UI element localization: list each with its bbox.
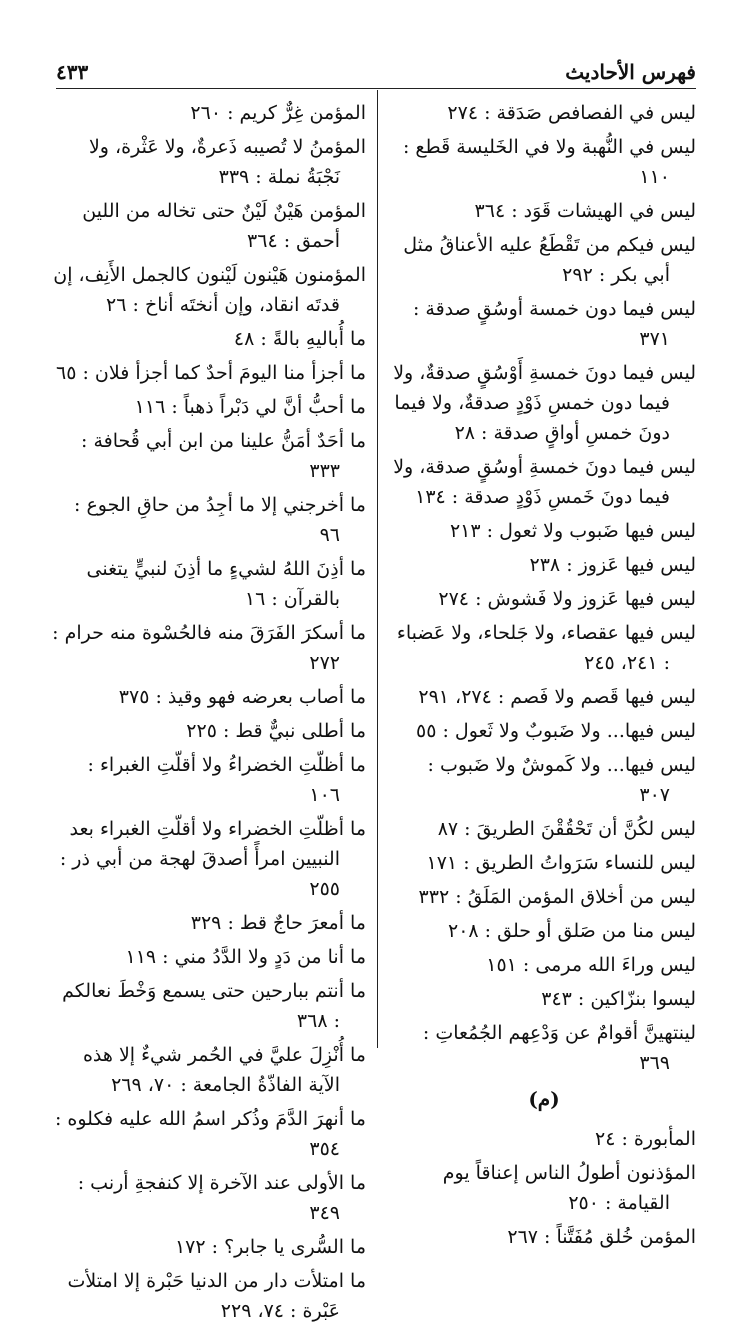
entry-page-ref: ٢١٣ [449,520,481,542]
index-entry [392,882,696,912]
index-entry [52,682,366,712]
entry-text: ليس فيما دونَ خمسةِ أوسُقٍ صدقة، ولا فيما دونَ خَمسِ ذَوْدٍ صدقة : [393,456,696,508]
entry-text: ما أُنْزِلَ عليَّ في الحُمر شيءٌ إلا هذه الآية الفاذّةُ الجامعة : [82,1044,366,1096]
index-entry [52,1232,366,1262]
index-entry [392,984,696,1014]
index-entry [52,814,366,904]
entry-page-ref: ٢٣٨ [529,554,561,576]
entry-text: ما أطلى نبيٌّ قط : [222,720,366,742]
entry-page-ref: ١١٩ [125,946,157,968]
index-entry [52,426,366,486]
entry-page-ref: ١٧٢ [174,1236,206,1258]
entry-page-ref: ٣٥٤ [309,1138,340,1160]
entry-text: ما أنهرَ الدَّمَ وذُكر اسمُ الله عليه فكلوه : [54,1108,366,1130]
entry-text: المؤمن خُلق مُفَتَّناً : [544,1226,696,1248]
index-entry [52,716,366,746]
entry-page-ref: ٢٤ [595,1128,616,1150]
entry-text: المؤمن غِرٌّ كريم : [227,102,366,124]
index-entry [52,1040,366,1100]
entry-page-ref: ٣٢٩ [190,912,222,934]
index-entry [52,132,366,192]
entry-text: المؤمنون هَيْنون لَيْنون كالجمل الأَنِف، إن قدتَه انقاد، وإن أنختَه أناخ : [53,264,366,316]
entry-text: ليس في الهيشات قَوَد : [511,200,696,222]
entry-text: ليس في الفصافص صَدَقة : [484,102,696,124]
index-entry [392,1124,696,1154]
entry-page-ref: ٢٤١، ٢٤٥ [584,652,658,674]
index-entry [392,716,696,746]
entry-page-ref: ٢٦٧ [507,1226,538,1248]
index-entry [52,324,366,354]
entry-text: ما أظلّتِ الخضراءُ ولا أقلّتِ الغبراء : [87,754,366,776]
index-entry [392,550,696,580]
index-entry [52,392,366,422]
entry-text: ما السُّرى يا جابر؟ : [211,1236,366,1258]
entry-text: ما أحَدٌ أمَنُّ علينا من ابن أبي قُحافة : [81,430,366,452]
entry-page-ref: ٢٧٢ [309,652,340,674]
entry-text: ما أظلّتِ الخضراء ولا أقلّتِ الغبراء بعد النبيين امرأً أصدقَ لهجة من أبي ذر : [59,818,366,870]
entry-page-ref: ٢٦٠ [190,102,222,124]
entry-page-ref: ٣٣٢ [418,886,450,908]
entry-text: لينتهينَّ أقوامٌ عن وَدْعِهم الجُمُعاتِ : [422,1022,696,1044]
index-entry [392,98,696,128]
index-entry [52,942,366,972]
entry-page-ref: ٣٦٤ [474,200,506,222]
entry-text: ما أذِنَ اللهُ لشيءٍ ما أذِنَ لنبيٍّ يتغنى بالقرآن : [86,558,366,610]
index-entry [52,260,366,320]
index-entry [392,294,696,354]
entry-text: ما أمعرَ حاجٌ قط : [227,912,366,934]
entry-text: ليس فيها عَزوز ولا فَشوش : [475,588,696,610]
index-entry [52,1104,366,1164]
right-entries-after [392,1124,696,1252]
entry-text: ليس منا من صَلق أو حلق : [484,920,696,942]
entry-text: ما الأولى عند الآخرة إلا كنفجةِ أرنب : [77,1172,366,1194]
index-entry [392,358,696,448]
entry-text: ما امتلأت دار من الدنيا حَبْرة إلا امتلأت عَبْرة : [67,1270,366,1322]
entry-page-ref: ١١٠ [639,166,670,188]
entry-page-ref: ٢٦ [106,294,127,316]
right-entries-before [392,98,696,1078]
entry-page-ref: ١١٦ [134,396,166,418]
entry-text: ما أُباليهِ بالةً : [260,328,366,350]
entry-page-ref: ٤٨ [233,328,255,350]
index-entry [52,750,366,810]
index-entry [392,848,696,878]
entry-page-ref: ٧٤، ٢٢٩ [220,1300,284,1322]
entry-text: ما أخرجني إلا ما أجِدُ من حاقِ الجوع : [74,494,366,516]
entry-text: ليسوا بنزّاكين : [577,988,696,1010]
index-entry [392,196,696,226]
entry-text: ما أنا من دَدٍ ولا الدَّدُ مني : [162,946,366,968]
index-entry [52,358,366,388]
entry-page-ref: ٣٧٥ [118,686,150,708]
entry-page-ref: ٢٨ [454,422,475,444]
entry-page-ref: ١٦ [244,588,266,610]
entry-page-ref: ٦٥ [56,362,77,384]
entry-page-ref: ٣٣٩ [218,166,250,188]
entry-text: ليس فيها... ولا كَموشٌ ولا ضَبوب : [427,754,696,776]
index-entry [392,1158,696,1218]
header-rule [56,88,696,89]
index-entry [392,452,696,512]
section-letter: (م) [528,1087,560,1111]
entry-page-ref: ١٧١ [426,852,458,874]
entry-page-ref: ١٥١ [486,954,517,976]
entry-text: ليس لكُنَّ أن تَحْقُقْنَ الطريقَ : [464,818,696,840]
entry-text: ليس فيكم من تَقْطَعُ عليه الأعناقُ مثل أبي بكر : [403,234,696,286]
entry-page-ref: ٢٧٤، ٢٩١ [418,686,492,708]
index-entry [52,1266,366,1326]
entry-text: ما أجزأ منا اليومَ أحدٌ كما أجزأ فلان : [82,362,366,384]
entry-text: ليس فيها ضَبوب ولا ثعول : [486,520,696,542]
page-number: ٤٣٣ [56,60,89,84]
index-entry [52,490,366,550]
entry-text: ليس فيما دونَ خمسةِ أَوْسُقٍ صدقةٌ، ولا فيما دون خمسِ ذَوْدٍ صدقةٌ، ولا فيما دونَ خمسِ أواقٍ صدقة : [393,362,696,444]
entry-text: ليس للنساء سَرَواتُ الطريق : [463,852,696,874]
entry-page-ref: ٢٥٥ [309,878,340,900]
index-entry [392,814,696,844]
entry-text: المؤمنُ لا تُصيبه ذَعرةٌ، ولا عَثْرة، ولا نَجْبَةُ نملة : [88,136,366,188]
index-entry [392,950,696,980]
running-title: فهرس الأحاديث [565,60,696,84]
index-entry [392,682,696,712]
index-entry [52,976,366,1036]
entry-text: ما أسكرَ الفَرَقَ منه فالحُسْوة منه حرام : [52,622,366,644]
index-entry [52,196,366,256]
entry-text: ليس فيها قَصم ولا فَصم : [497,686,696,708]
entry-text: ما أصاب بعرضه فهو وقيذ : [155,686,366,708]
entry-page-ref: ٢٥٠ [568,1192,599,1214]
entry-text: المؤمن هَيْنٌ لَيْنٌ حتى تخاله من اللين أحمق : [82,200,366,252]
entry-page-ref: ٨٧ [437,818,459,840]
index-entry [392,1222,696,1252]
index-entry [392,618,696,678]
entry-page-ref: ٢٧٤ [438,588,470,610]
entry-text: ليس في النُّهبة ولا في الخَليسة قَطع : [402,136,696,158]
index-entry [52,1168,366,1228]
index-entry [52,554,366,614]
entry-page-ref: ٣٠٧ [639,784,670,806]
entry-page-ref: ٣٤٣ [541,988,572,1010]
entry-text: المؤذنون أطولُ الناس إعناقاً يوم القيامة : [442,1162,696,1214]
entry-text: ليس فيها عَزوز : [566,554,696,576]
entry-page-ref: ٣٦٤ [247,230,278,252]
index-entry [392,516,696,546]
index-entry [392,916,696,946]
entry-text: ليس فيها عقصاء، ولا جَلحاء، ولا عَضباء : [396,622,696,674]
entry-page-ref: ١٠٦ [309,784,340,806]
entry-page-ref: ٣٧١ [639,328,670,350]
entry-page-ref: ٣٦٨ [296,1010,328,1032]
entry-page-ref: ٩٦ [319,524,340,546]
entry-page-ref: ٣٦٩ [639,1052,670,1074]
column-divider [377,90,378,1048]
index-entry [392,584,696,614]
entry-text: ما أحبُّ أنَّ لي دَبْراً ذهباً : [171,396,366,418]
index-entry [392,1018,696,1078]
left-column [52,98,366,1330]
entry-text: ليس فيما دون خمسة أوسُقٍ صدقة : [412,298,696,320]
entry-text: ليس من أخلاق المؤمن المَلَقُ : [455,886,696,908]
entry-text: ما أنتم ببارحين حتى يسمع وَخْطَ نعالكم : [62,980,366,1032]
index-entry [52,618,366,678]
entry-page-ref: ١٣٤ [415,486,446,508]
index-entry [392,750,696,810]
entry-page-ref: ٣٣٣ [309,460,340,482]
right-column [392,98,696,1256]
entry-text: ليس وراءَ الله مرمى : [522,954,696,976]
page-header [56,56,696,86]
index-entry [52,98,366,128]
entry-page-ref: ٥٥ [416,720,437,742]
entry-page-ref: ٣٤٩ [309,1202,340,1224]
index-entry [392,230,696,290]
entry-page-ref: ٢٩٢ [562,264,593,286]
entry-page-ref: ٢٢٥ [186,720,217,742]
entry-page-ref: ٢٧٤ [447,102,479,124]
entry-text: المأبورة : [621,1128,696,1150]
entry-page-ref: ٧٠، ٢٦٩ [111,1074,175,1096]
index-entry [52,908,366,938]
entry-text: ليس فيها... ولا ضَبوبٌ ولا ثَعول : [442,720,696,742]
index-entry [392,132,696,192]
entry-page-ref: ٢٠٨ [447,920,479,942]
